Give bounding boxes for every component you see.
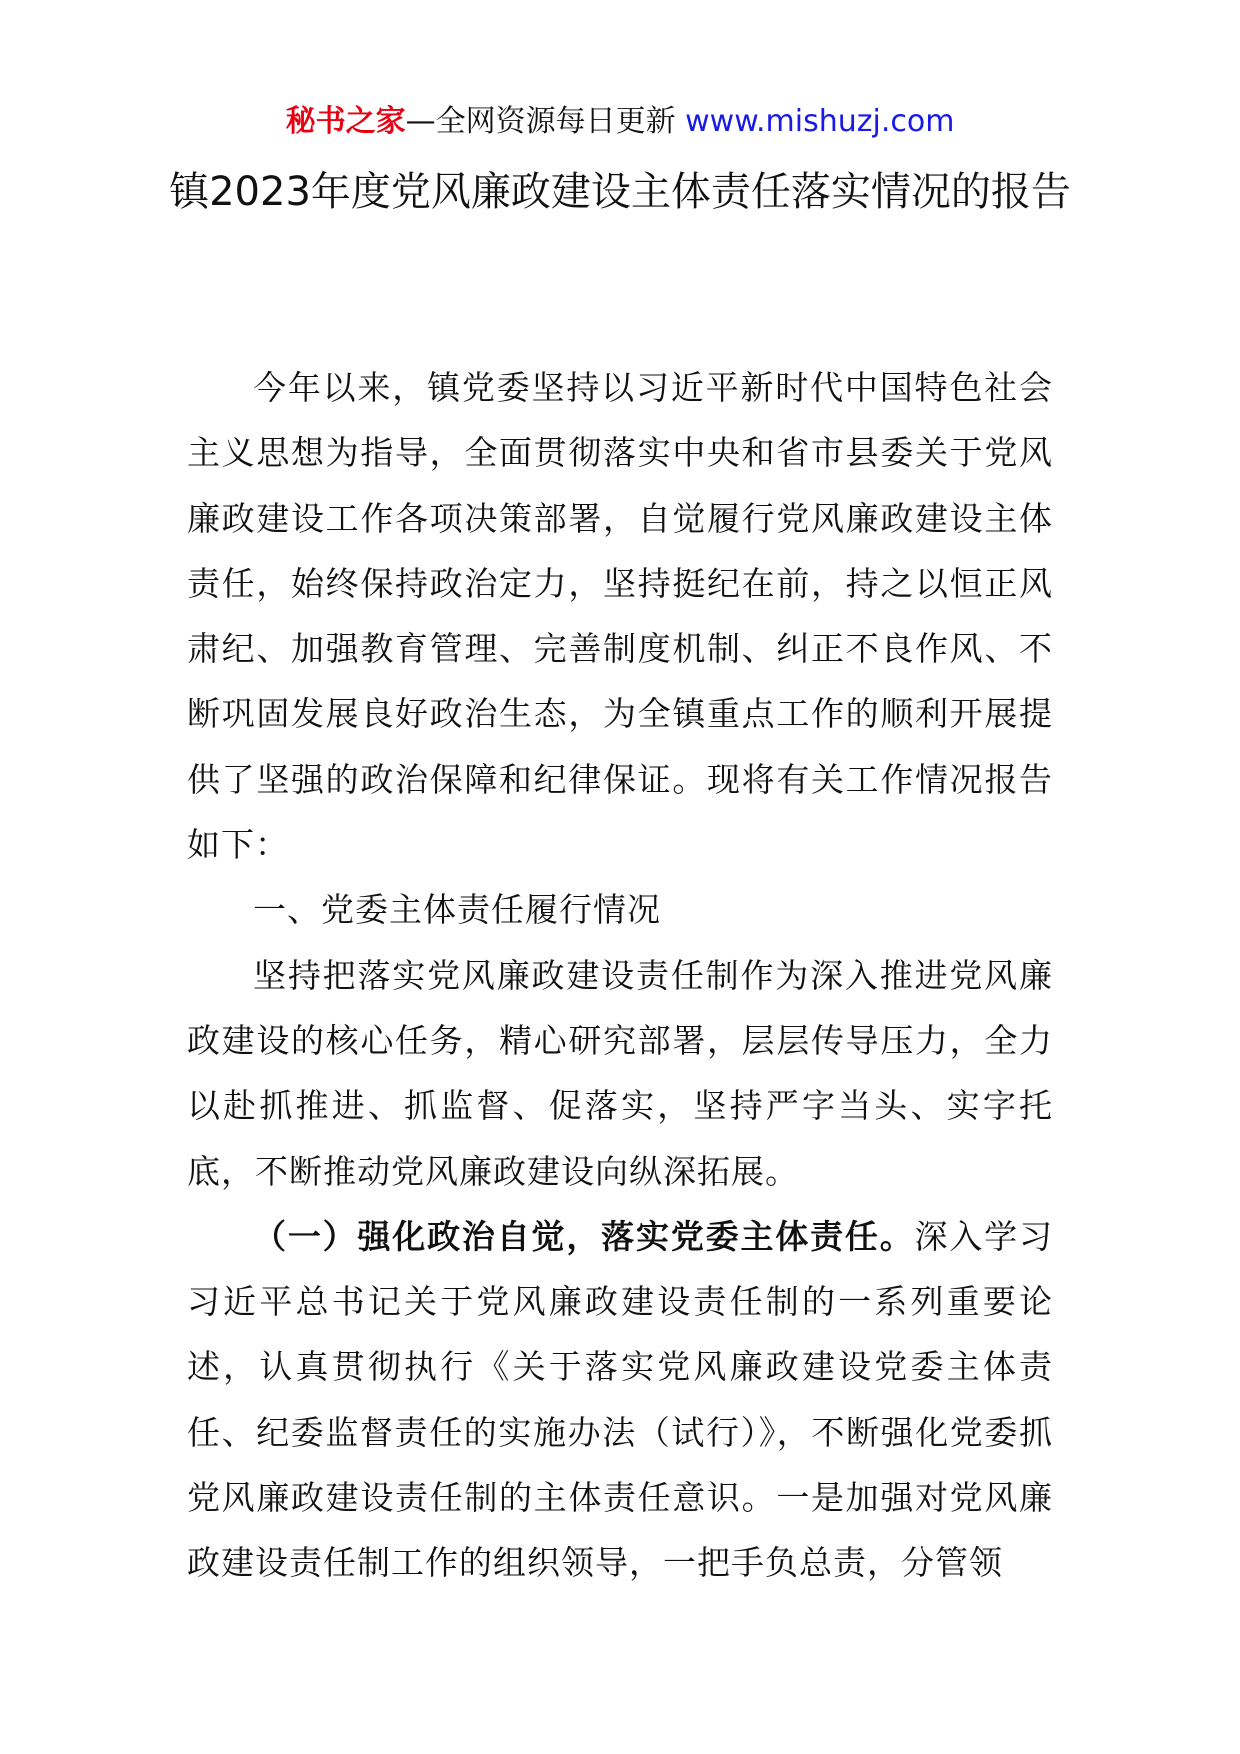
site-url-link[interactable]: www.mishuzj.com (685, 104, 955, 139)
subsection-text: 深入学习习近平总书记关于党风廉政建设责任制的一系列重要论述，认真贯彻执行《关于落实党风廉政建设党委主体责任、纪委监督责任的实施办法（试行）》，不断强化党委抓党风廉政建设责任制的主体责任意识。一是加强对党风廉政建设责任制工作的组织领导，一把手负总责，分管领 (187, 1216, 1054, 1583)
section-heading: 一、党委主体责任履行情况 (253, 890, 661, 930)
section-paragraph: 坚持把落实党风廉政建设责任制作为深入推进党风廉政建设的核心任务，精心研究部署，层层传导压力，全力以赴抓推进、抓监督、促落实，坚持严字当头、实字托底，不断推动党风廉政建设向纵深拓展。 (187, 955, 1053, 1191)
subsection-heading: （一）强化政治自觉，落实党委主体责任。 (253, 1216, 915, 1256)
document-body (187, 355, 1053, 1596)
intro-paragraph: 今年以来，镇党委坚持以习近平新时代中国特色社会主义思想为指导，全面贯彻落实中央和省市县委关于党风廉政建设工作各项决策部署，自觉履行党风廉政建设主体责任，始终保持政治定力，坚持挺纪在前，持之以恒正风肃纪、加强教育管理、完善制度机制、纠正不良作风、不断巩固发展良好政治生态，为全镇重点工作的顺利开展提供了坚强的政治保障和纪律保证。现将有关工作情况报告如下： (187, 368, 1053, 865)
brand-name: 秘书之家 (285, 104, 406, 139)
subsection-paragraph (187, 1204, 1053, 1596)
site-banner (0, 102, 1240, 142)
banner-tagline: —全网资源每日更新 (405, 104, 686, 139)
document-title: 镇2023年度党风廉政建设主体责任落实情况的报告 (169, 169, 1071, 215)
